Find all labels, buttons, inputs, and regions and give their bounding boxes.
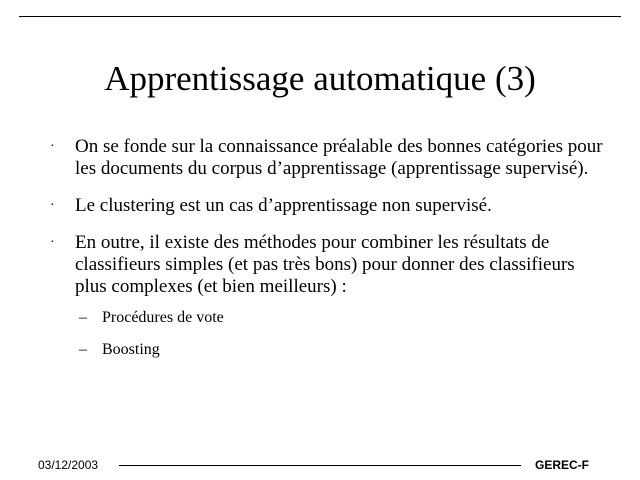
bullet-text: Le clustering est un cas d’apprentissage non supervisé. [75,195,492,216]
subbullet-item [75,308,608,328]
bullet-text: On se fonde sur la connaissance préalable des bonnes catégories pour les documents du corpus d’apprentissage (apprentissage supervisé). [75,136,603,179]
subbullet-text: Procédures de vote [102,309,224,326]
bullet-marker: · [50,235,55,250]
subbullet-marker: – [79,341,87,358]
bullet-item [48,195,608,217]
bullet-text: En outre, il existe des méthodes pour combiner les résultats de classifieurs simples (et pas très bons) pour donner des classifieurs plus complexes (et bien meilleurs) : [75,232,575,297]
bullet-marker: · [50,198,55,213]
bullet-item [48,232,608,360]
bullet-list [48,136,608,375]
subbullet-marker: – [79,309,87,326]
footer-organization: GEREC-F [535,458,589,472]
footer-divider [119,465,521,466]
subbullet-list [75,308,608,360]
subbullet-text: Boosting [102,341,160,358]
bullet-item [48,136,608,180]
subbullet-item [75,340,608,360]
bullet-marker: · [50,139,55,154]
footer-date: 03/12/2003 [38,458,99,472]
slide-title: Apprentissage automatique (3) [104,59,536,98]
header-divider [19,16,621,17]
